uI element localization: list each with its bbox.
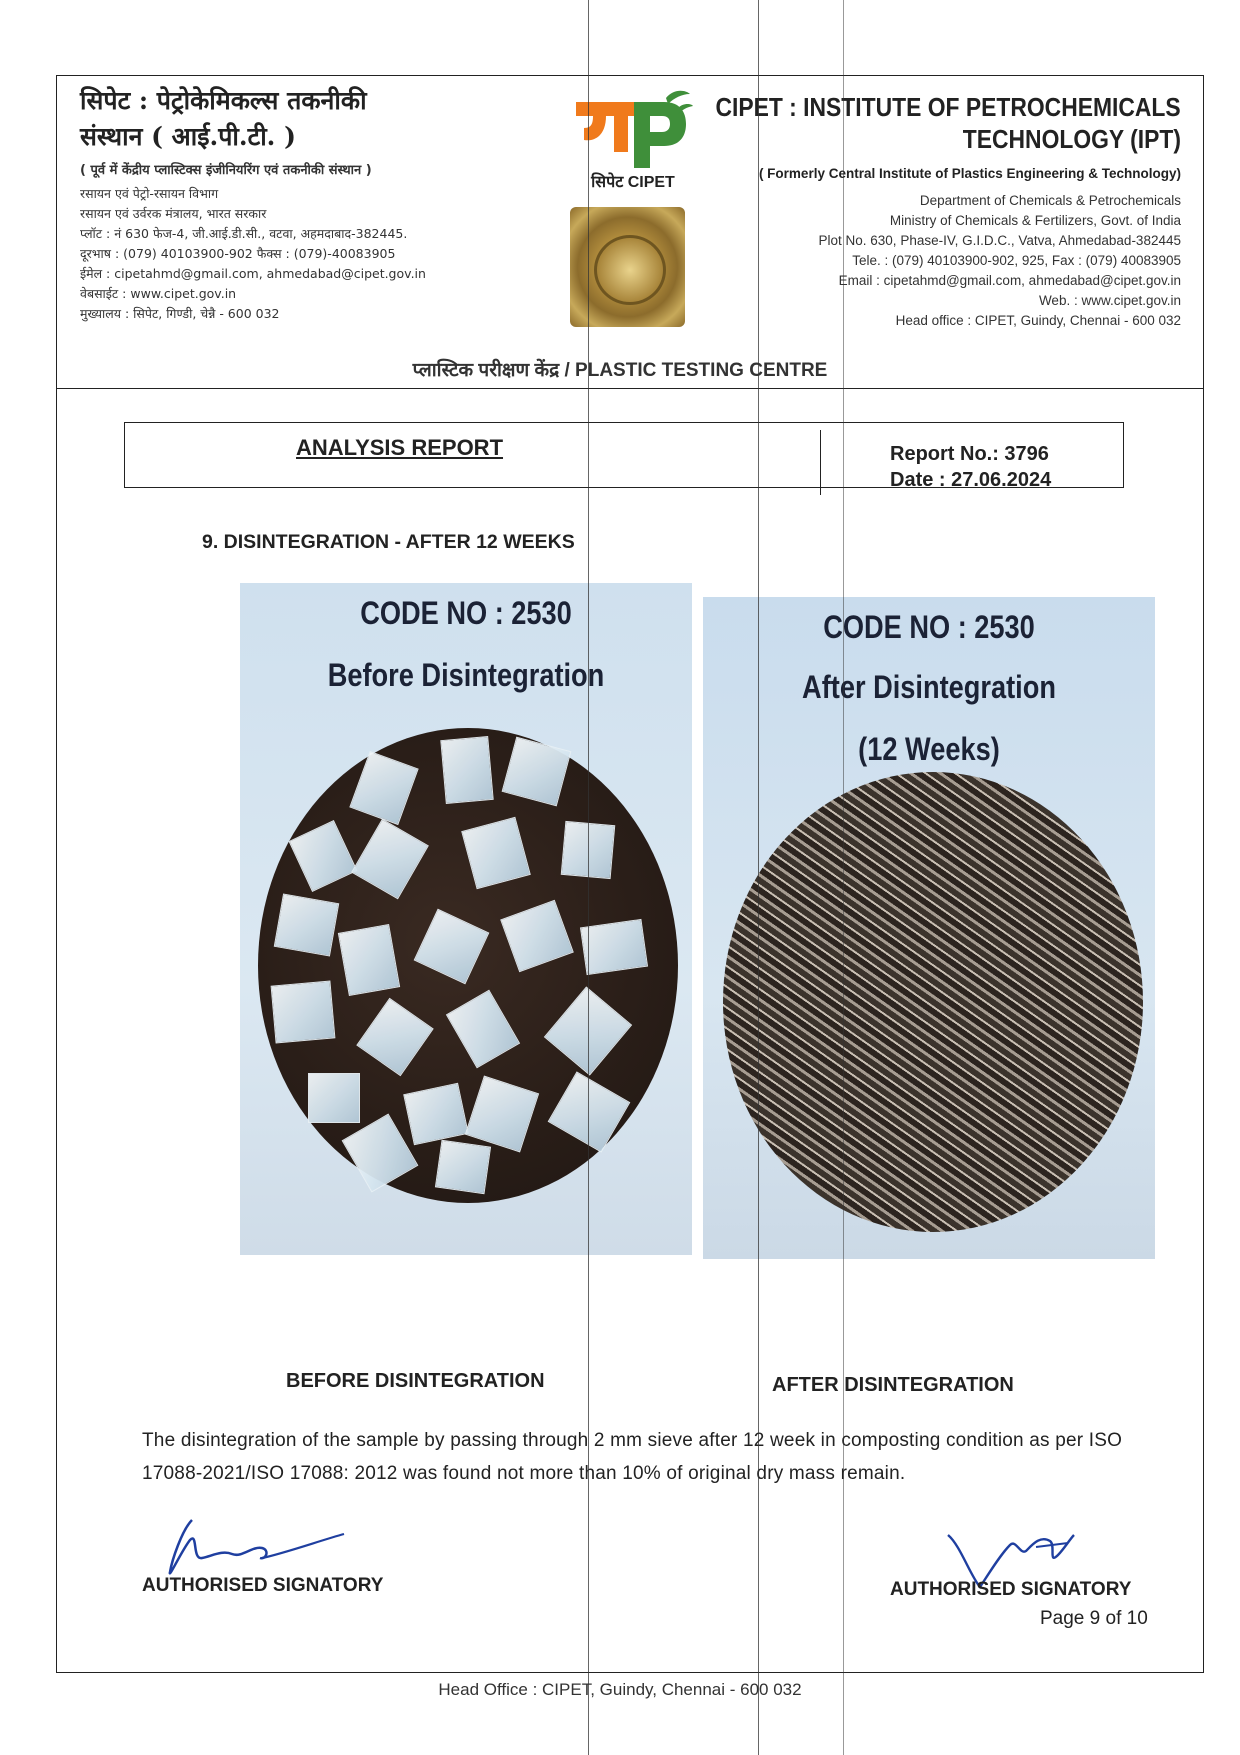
- english-address-line: Ministry of Chemicals & Fertilizers, Govt. of India: [889, 213, 1181, 228]
- section-heading: 9. DISINTEGRATION - AFTER 12 WEEKS: [202, 531, 575, 553]
- hindi-address-line: रसायन एवं उर्वरक मंत्रालय, भारत सरकार: [80, 206, 267, 221]
- label-before-disintegration: BEFORE DISINTEGRATION: [286, 1370, 545, 1392]
- english-title-line2: TECHNOLOGY (IPT): [962, 124, 1181, 154]
- english-address-line: Web. : www.cipet.gov.in: [1038, 293, 1181, 308]
- soil-sample-after: [723, 772, 1143, 1232]
- hindi-address-line: मुख्यालय : सिपेट, गिण्डी, चेन्नै - 600 032: [80, 306, 280, 321]
- scan-artifact-line: [758, 0, 759, 1755]
- hindi-address-line: दूरभाष : (079) 40103900-902 फैक्स : (079)-40083905: [80, 246, 396, 261]
- hindi-title-line2: संस्थान ( आई.पी.टी. ): [80, 122, 296, 151]
- cipet-logo: [574, 88, 694, 170]
- scan-artifact-line: [843, 0, 844, 1755]
- signatory-left-label: AUTHORISED SIGNATORY: [142, 1575, 384, 1596]
- hindi-title-line1: सिपेट : पेट्रोकेमिकल्स तकनीकी: [80, 86, 367, 115]
- centre-title: प्लास्टिक परीक्षण केंद्र / PLASTIC TESTING CENTRE: [412, 360, 828, 381]
- photo-after-duration: (12 Weeks): [858, 731, 1000, 767]
- photo-before-code: CODE NO : 2530: [360, 595, 572, 631]
- photo-before-disintegration: [240, 583, 692, 1255]
- photo-after-code: CODE NO : 2530: [823, 609, 1035, 645]
- hindi-address-line: प्लॉट : नं 630 फेज-4, जी.आई.डी.सी., वटवा, अहमदाबाद-382445.: [80, 226, 408, 241]
- english-title-line1: CIPET : INSTITUTE OF PETROCHEMICALS: [715, 92, 1181, 122]
- page-number: Page 9 of 10: [1040, 1608, 1148, 1629]
- hindi-formerly: ( पूर्व में केंद्रीय प्लास्टिक्स इंजीनियरिंग एवं तकनीकी संस्थान ): [80, 163, 372, 178]
- result-statement: The disintegration of the sample by passing through 2 mm sieve after 12 week in composting condition as per ISO 17088-2021/ISO 17088: 2012 was found not more than 10% of original dry mass remain.: [142, 1430, 1123, 1484]
- english-address-line: Tele. : (079) 40103900-902, 925, Fax : (079) 40083905: [852, 253, 1181, 268]
- analysis-report-title: ANALYSIS REPORT: [296, 435, 504, 460]
- english-formerly: ( Formerly Central Institute of Plastics Engineering & Technology): [758, 166, 1181, 181]
- hindi-address-line: रसायन एवं पेट्रो-रसायन विभाग: [80, 186, 219, 201]
- header-divider: [56, 388, 1204, 389]
- english-address-line: Email : cipetahmd@gmail.com, ahmedabad@cipet.gov.in: [838, 273, 1181, 288]
- hindi-address-line: ईमेल : cipetahmd@gmail.com, ahmedabad@cipet.gov.in: [80, 266, 426, 281]
- report-number: Report No.: 3796: [890, 443, 1049, 465]
- english-address-line: Head office : CIPET, Guindy, Chennai - 600 032: [895, 313, 1181, 328]
- photo-after-caption: After Disintegration: [802, 669, 1056, 705]
- report-date: Date : 27.06.2024: [890, 469, 1052, 491]
- english-address-line: Department of Chemicals & Petrochemicals: [919, 193, 1181, 208]
- report-box-divider: [820, 430, 821, 495]
- english-address-line: Plot No. 630, Phase-IV, G.I.D.C., Vatva, Ahmedabad-382445: [818, 233, 1181, 248]
- report-number-block: [890, 441, 1051, 493]
- scan-artifact-line: [588, 0, 589, 1755]
- photo-before-caption: Before Disintegration: [327, 657, 605, 693]
- logo-caption: सिपेट CIPET: [591, 174, 675, 191]
- hindi-address-line: वेबसाईट : www.cipet.gov.in: [80, 286, 237, 301]
- photo-after-disintegration: [703, 597, 1155, 1259]
- signatory-right-label: AUTHORISED SIGNATORY: [890, 1579, 1132, 1600]
- label-after-disintegration: AFTER DISINTEGRATION: [772, 1374, 1014, 1396]
- signature-left: [162, 1510, 362, 1582]
- soil-sample-before: [258, 728, 678, 1203]
- footer-head-office: Head Office : CIPET, Guindy, Chennai - 600 032: [438, 1680, 802, 1699]
